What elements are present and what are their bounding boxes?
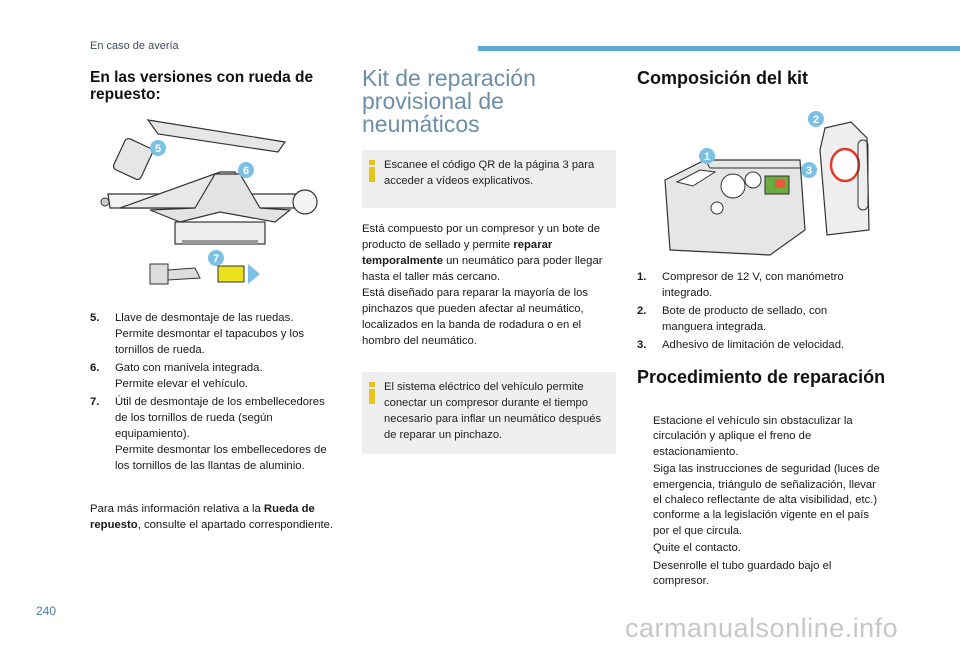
callout-3: 3 [805, 165, 813, 177]
kit-description: Está compuesto por un compresor y un bote de producto de sellado y permite reparar temporalmente un neumático para poder llegar hasta el taller más cercano. Está diseñado para reparar la mayoría de los pinchazos que pueden afectar al neumático, localizados en la banda de rodadura o en el hombro del neumático. [362, 223, 603, 347]
callout-2: 2 [812, 114, 820, 126]
composition-heading: Composición del kit [637, 68, 809, 88]
list-item: Quite el contacto. [653, 542, 741, 555]
header-accent-bar [478, 46, 960, 51]
jack-tools-illustration [100, 112, 340, 292]
spare-tools-list [90, 310, 340, 476]
list-item: 6. Gato con manivela integrada. Permite elevar el vehículo. [90, 362, 263, 390]
info-box-qr: Escanee el código QR de la página 3 para acceder a vídeos explicativos. [362, 150, 616, 208]
section-title: En caso de avería [90, 40, 179, 52]
spare-wheel-link: Rueda de repuesto [90, 503, 315, 531]
page-number: 240 [36, 604, 57, 618]
kit-heading: Kit de reparación provisional de neumáticos [362, 65, 536, 137]
callout-5: 5 [154, 143, 162, 155]
list-item: Siga las instrucciones de seguridad (luces de emergencia, triángulo de señalización, llevar el chaleco reflectante de alta visibilidad, etc.) conforme a la legislación vigente en el país por el que circula. [653, 463, 880, 537]
list-item: 2. Bote de producto de sellado, con manguera integrada. [637, 305, 828, 333]
list-item: 7. Útil de desmontaje de los embellecedores de los tornillos de rueda (según equipamiento). Permite desmontar los embellecedores de los tornillos de las llantas de aluminio. [90, 396, 327, 472]
list-item: Desenrolle el tubo guardado bajo el compresor. [653, 559, 832, 588]
list-item: 5. Llave de desmontaje de las ruedas. Permite desmontar el tapacubos y los tornillos de rueda. [90, 312, 305, 356]
spare-wheel-note: Para más información relativa a la Rueda de repuesto, consulte el apartado correspondiente. [90, 503, 334, 531]
info-icon [369, 382, 375, 404]
procedure-steps [637, 414, 882, 591]
procedure-heading: Procedimiento de reparación [637, 367, 886, 387]
list-item: 1. Compresor de 12 V, con manómetro integrado. [637, 271, 844, 299]
list-item: Estacione el vehículo sin obstaculizar la circulación y aplique el freno de estacionamiento. [653, 415, 853, 458]
info-icon [369, 160, 375, 182]
kit-components-list [637, 269, 877, 355]
repair-kit-illustration [655, 110, 875, 260]
callout-6: 6 [242, 165, 250, 177]
list-item: 3. Adhesivo de limitación de velocidad. [637, 339, 845, 351]
callout-1: 1 [703, 151, 711, 163]
watermark: carmanualsonline.info [625, 613, 899, 643]
callout-7: 7 [212, 253, 220, 265]
info-box-electrical: El sistema eléctrico del vehículo permite conectar un compresor durante el tiempo necesario para inflar un neumático después de reparar un pinchazo. [362, 372, 616, 454]
spare-wheel-heading: En las versiones con rueda de repuesto: [90, 69, 314, 103]
